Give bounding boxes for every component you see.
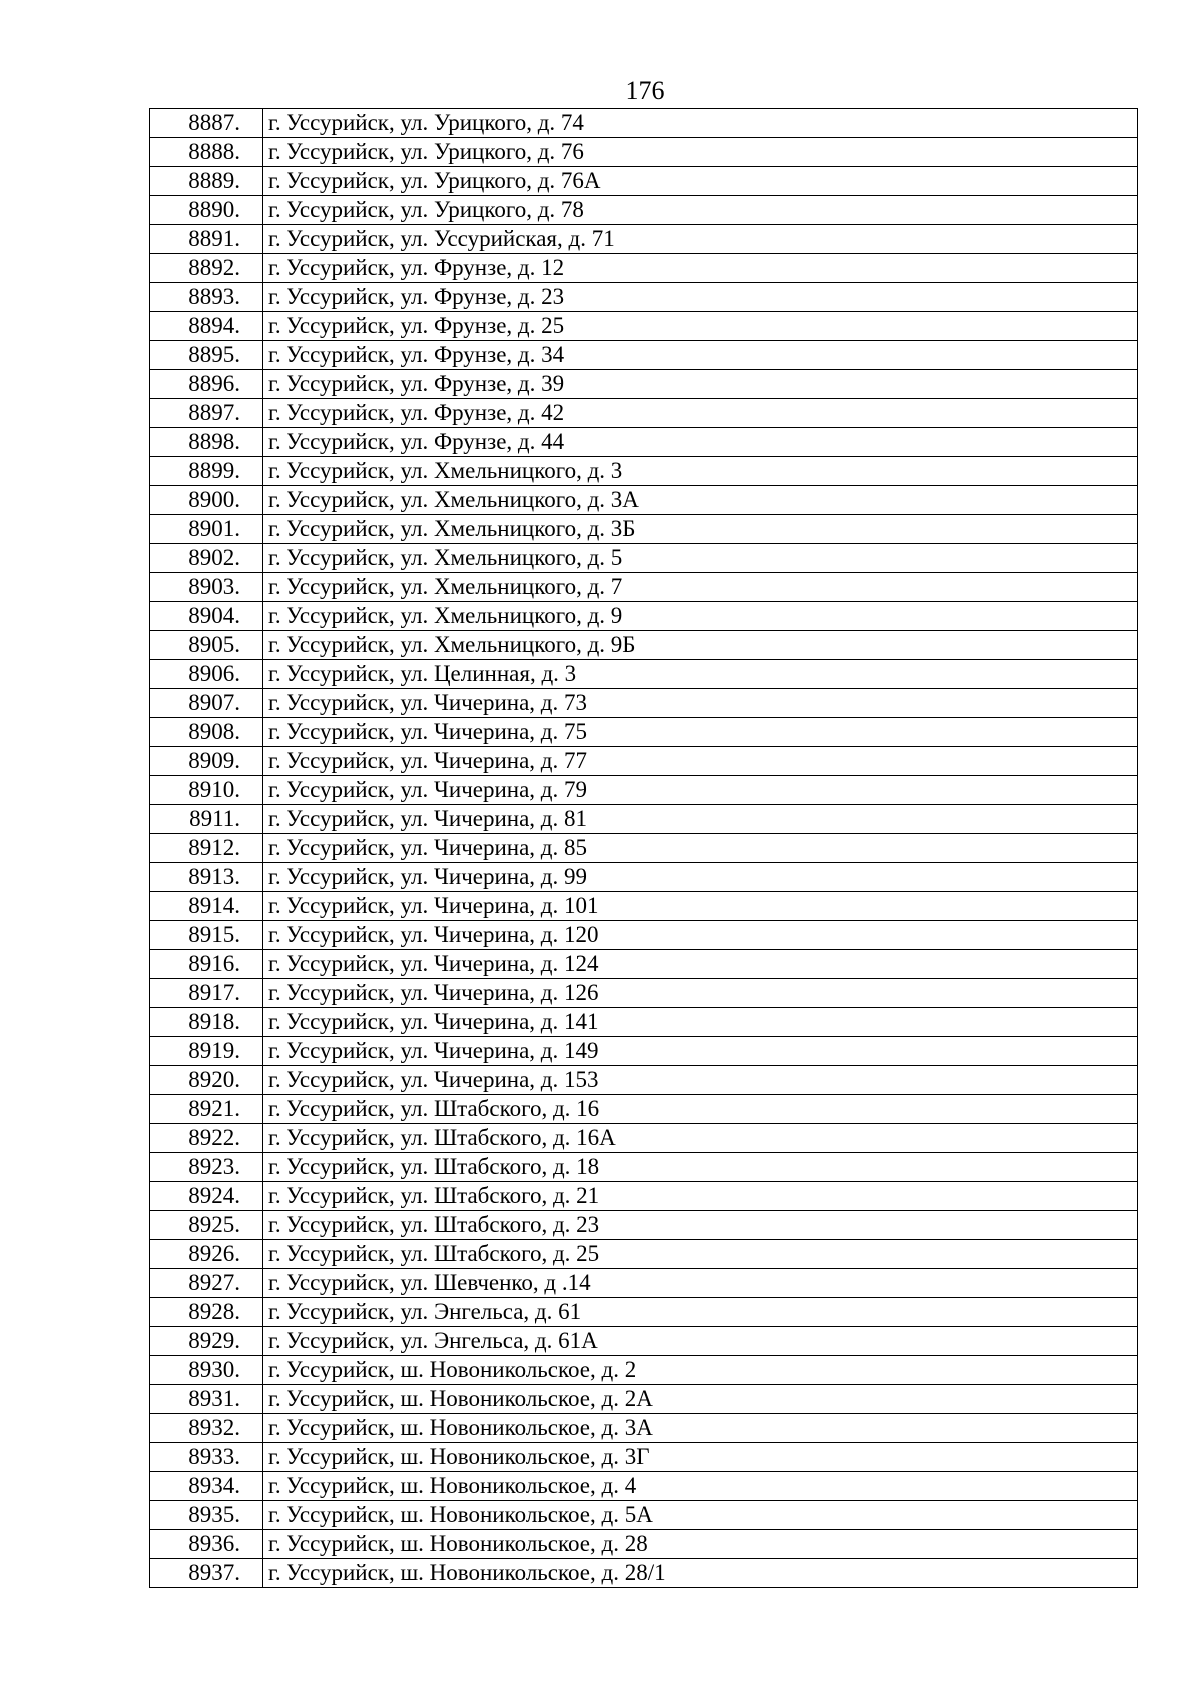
row-number: 8898. (150, 428, 263, 457)
row-address: г. Уссурийск, ул. Чичерина, д. 75 (263, 718, 1138, 747)
row-number: 8897. (150, 399, 263, 428)
row-address: г. Уссурийск, ш. Новоникольское, д. 4 (263, 1472, 1138, 1501)
table-row (150, 1153, 1138, 1182)
table-row (150, 1124, 1138, 1153)
row-address: г. Уссурийск, ул. Штабского, д. 21 (263, 1182, 1138, 1211)
row-number: 8915. (150, 921, 263, 950)
row-address: г. Уссурийск, ул. Фрунзе, д. 25 (263, 312, 1138, 341)
table-row (150, 1385, 1138, 1414)
row-number: 8894. (150, 312, 263, 341)
table-row (150, 457, 1138, 486)
table-row (150, 950, 1138, 979)
row-address: г. Уссурийск, ул. Чичерина, д. 153 (263, 1066, 1138, 1095)
table-row (150, 631, 1138, 660)
row-number: 8912. (150, 834, 263, 863)
row-address: г. Уссурийск, ш. Новоникольское, д. 3А (263, 1414, 1138, 1443)
row-address: г. Уссурийск, ул. Фрунзе, д. 34 (263, 341, 1138, 370)
table-row (150, 399, 1138, 428)
row-number: 8887. (150, 109, 263, 138)
row-number: 8935. (150, 1501, 263, 1530)
table-row (150, 1095, 1138, 1124)
row-address: г. Уссурийск, ул. Урицкого, д. 76 (263, 138, 1138, 167)
row-number: 8908. (150, 718, 263, 747)
row-number: 8921. (150, 1095, 263, 1124)
row-number: 8909. (150, 747, 263, 776)
table-row (150, 428, 1138, 457)
row-address: г. Уссурийск, ул. Шевченко, д .14 (263, 1269, 1138, 1298)
row-address: г. Уссурийск, ул. Урицкого, д. 78 (263, 196, 1138, 225)
table-row (150, 312, 1138, 341)
row-number: 8924. (150, 1182, 263, 1211)
row-address: г. Уссурийск, ул. Чичерина, д. 85 (263, 834, 1138, 863)
row-address: г. Уссурийск, ул. Штабского, д. 16 (263, 1095, 1138, 1124)
row-address: г. Уссурийск, ш. Новоникольское, д. 5А (263, 1501, 1138, 1530)
row-number: 8901. (150, 515, 263, 544)
row-number: 8916. (150, 950, 263, 979)
row-address: г. Уссурийск, ул. Хмельницкого, д. 7 (263, 573, 1138, 602)
table-row (150, 1501, 1138, 1530)
row-number: 8918. (150, 1008, 263, 1037)
row-address: г. Уссурийск, ул. Фрунзе, д. 12 (263, 254, 1138, 283)
row-number: 8893. (150, 283, 263, 312)
table-row (150, 1240, 1138, 1269)
table-row (150, 892, 1138, 921)
row-address: г. Уссурийск, ул. Чичерина, д. 101 (263, 892, 1138, 921)
row-number: 8927. (150, 1269, 263, 1298)
table-row (150, 1008, 1138, 1037)
row-number: 8937. (150, 1559, 263, 1588)
row-number: 8929. (150, 1327, 263, 1356)
row-address: г. Уссурийск, ул. Хмельницкого, д. 3Б (263, 515, 1138, 544)
table-row (150, 1269, 1138, 1298)
row-number: 8914. (150, 892, 263, 921)
table-row (150, 1066, 1138, 1095)
row-address: г. Уссурийск, ул. Фрунзе, д. 39 (263, 370, 1138, 399)
row-address: г. Уссурийск, ул. Фрунзе, д. 42 (263, 399, 1138, 428)
row-number: 8896. (150, 370, 263, 399)
row-address: г. Уссурийск, ш. Новоникольское, д. 2 (263, 1356, 1138, 1385)
row-number: 8904. (150, 602, 263, 631)
row-address: г. Уссурийск, ул. Штабского, д. 23 (263, 1211, 1138, 1240)
row-number: 8933. (150, 1443, 263, 1472)
row-address: г. Уссурийск, ул. Урицкого, д. 74 (263, 109, 1138, 138)
row-number: 8911. (150, 805, 263, 834)
row-address: г. Уссурийск, ул. Хмельницкого, д. 3А (263, 486, 1138, 515)
table-row (150, 863, 1138, 892)
row-number: 8906. (150, 660, 263, 689)
table-row (150, 718, 1138, 747)
row-number: 8889. (150, 167, 263, 196)
table-row (150, 486, 1138, 515)
row-address: г. Уссурийск, ул. Фрунзе, д. 44 (263, 428, 1138, 457)
row-number: 8902. (150, 544, 263, 573)
table-row (150, 196, 1138, 225)
row-number: 8913. (150, 863, 263, 892)
row-address: г. Уссурийск, ул. Чичерина, д. 120 (263, 921, 1138, 950)
row-address: г. Уссурийск, ул. Чичерина, д. 73 (263, 689, 1138, 718)
table-row (150, 1037, 1138, 1066)
row-number: 8930. (150, 1356, 263, 1385)
row-address: г. Уссурийск, ул. Хмельницкого, д. 5 (263, 544, 1138, 573)
table-row (150, 1327, 1138, 1356)
table-row (150, 805, 1138, 834)
row-number: 8890. (150, 196, 263, 225)
row-number: 8895. (150, 341, 263, 370)
table-row (150, 1298, 1138, 1327)
row-number: 8923. (150, 1153, 263, 1182)
row-number: 8907. (150, 689, 263, 718)
row-address: г. Уссурийск, ул. Штабского, д. 25 (263, 1240, 1138, 1269)
table-row (150, 921, 1138, 950)
row-number: 8932. (150, 1414, 263, 1443)
row-number: 8900. (150, 486, 263, 515)
row-number: 8922. (150, 1124, 263, 1153)
row-address: г. Уссурийск, ул. Чичерина, д. 124 (263, 950, 1138, 979)
row-number: 8920. (150, 1066, 263, 1095)
table-row (150, 1472, 1138, 1501)
table-row (150, 138, 1138, 167)
table-row (150, 167, 1138, 196)
address-table-body (150, 109, 1138, 1588)
table-row (150, 1559, 1138, 1588)
table-row (150, 370, 1138, 399)
row-address: г. Уссурийск, ул. Хмельницкого, д. 3 (263, 457, 1138, 486)
page-number: 176 (625, 76, 665, 105)
table-row (150, 341, 1138, 370)
row-number: 8934. (150, 1472, 263, 1501)
row-address: г. Уссурийск, ул. Чичерина, д. 99 (263, 863, 1138, 892)
row-number: 8888. (150, 138, 263, 167)
row-address: г. Уссурийск, ул. Чичерина, д. 77 (263, 747, 1138, 776)
row-address: г. Уссурийск, ул. Фрунзе, д. 23 (263, 283, 1138, 312)
table-row (150, 515, 1138, 544)
row-address: г. Уссурийск, ул. Чичерина, д. 126 (263, 979, 1138, 1008)
table-row (150, 283, 1138, 312)
table-row (150, 776, 1138, 805)
table-row (150, 834, 1138, 863)
row-address: г. Уссурийск, ш. Новоникольское, д. 2А (263, 1385, 1138, 1414)
row-number: 8928. (150, 1298, 263, 1327)
row-address: г. Уссурийск, ул. Чичерина, д. 81 (263, 805, 1138, 834)
table-row (150, 544, 1138, 573)
row-number: 8925. (150, 1211, 263, 1240)
table-row (150, 1414, 1138, 1443)
address-table (149, 108, 1138, 1588)
row-number: 8891. (150, 225, 263, 254)
row-address: г. Уссурийск, ул. Урицкого, д. 76А (263, 167, 1138, 196)
table-row (150, 747, 1138, 776)
table-row (150, 225, 1138, 254)
table-row (150, 254, 1138, 283)
row-address: г. Уссурийск, ул. Чичерина, д. 141 (263, 1008, 1138, 1037)
row-address: г. Уссурийск, ш. Новоникольское, д. 3Г (263, 1443, 1138, 1472)
table-row (150, 602, 1138, 631)
row-number: 8905. (150, 631, 263, 660)
row-number: 8899. (150, 457, 263, 486)
table-row (150, 660, 1138, 689)
table-row (150, 1211, 1138, 1240)
row-number: 8903. (150, 573, 263, 602)
row-address: г. Уссурийск, ул. Хмельницкого, д. 9Б (263, 631, 1138, 660)
row-number: 8931. (150, 1385, 263, 1414)
row-address: г. Уссурийск, ул. Энгельса, д. 61 (263, 1298, 1138, 1327)
table-row (150, 573, 1138, 602)
row-address: г. Уссурийск, ул. Энгельса, д. 61А (263, 1327, 1138, 1356)
table-row (150, 1530, 1138, 1559)
table-row (150, 1356, 1138, 1385)
table-row (150, 1443, 1138, 1472)
row-number: 8910. (150, 776, 263, 805)
row-address: г. Уссурийск, ул. Штабского, д. 16А (263, 1124, 1138, 1153)
row-address: г. Уссурийск, ш. Новоникольское, д. 28/1 (263, 1559, 1138, 1588)
row-number: 8892. (150, 254, 263, 283)
row-number: 8919. (150, 1037, 263, 1066)
row-address: г. Уссурийск, ул. Чичерина, д. 149 (263, 1037, 1138, 1066)
row-number: 8936. (150, 1530, 263, 1559)
row-address: г. Уссурийск, ш. Новоникольское, д. 28 (263, 1530, 1138, 1559)
table-row (150, 979, 1138, 1008)
row-number: 8917. (150, 979, 263, 1008)
row-address: г. Уссурийск, ул. Штабского, д. 18 (263, 1153, 1138, 1182)
row-address: г. Уссурийск, ул. Целинная, д. 3 (263, 660, 1138, 689)
table-row (150, 109, 1138, 138)
table-row (150, 1182, 1138, 1211)
row-number: 8926. (150, 1240, 263, 1269)
row-address: г. Уссурийск, ул. Чичерина, д. 79 (263, 776, 1138, 805)
row-address: г. Уссурийск, ул. Уссурийская, д. 71 (263, 225, 1138, 254)
row-address: г. Уссурийск, ул. Хмельницкого, д. 9 (263, 602, 1138, 631)
table-row (150, 689, 1138, 718)
